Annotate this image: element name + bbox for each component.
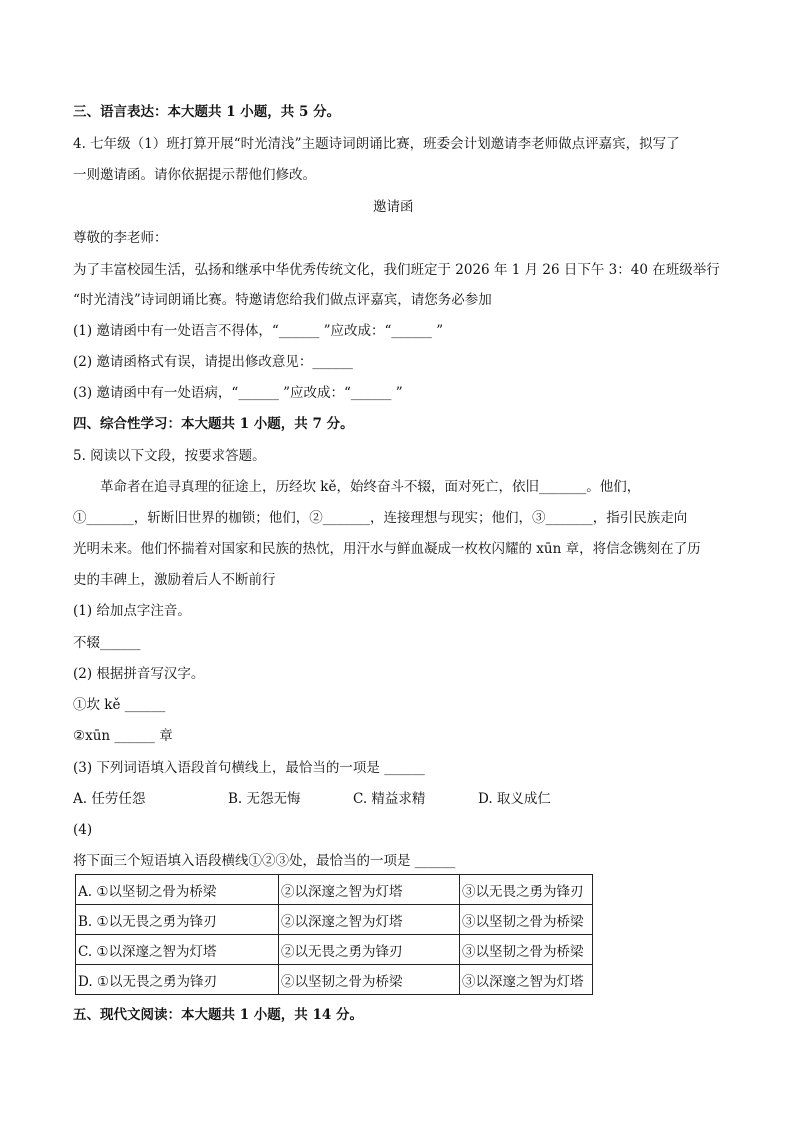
q4-sub1: (1) 邀请函中有一处语言不得体，“______ ”应改成：“______ ” (73, 323, 444, 339)
table-cell: ③以深邃之智为灯塔 (460, 965, 593, 995)
q4-text-line1: 4. 七年级（1）班打算开展“时光清浅”主题诗词朗诵比赛，班委会计划邀请李老师做点评嘉宾，拟写了 (73, 136, 680, 152)
letter-salutation: 尊敬的李老师： (73, 230, 168, 246)
q5-part1: (1) 给加点字注音。 (73, 603, 191, 619)
passage-line4: 史的丰碑上，激励着后人不断前行 (73, 572, 276, 588)
table-row (76, 965, 593, 995)
q4-text-line2: 一则邀请函。请你依据提示帮他们修改。 (73, 167, 316, 183)
table-cell: A. ①以坚韧之骨为桥梁 (76, 875, 279, 905)
table-row (76, 935, 593, 965)
table-cell: D. ①以无畏之勇为锋刃 (76, 965, 279, 995)
q4-sub3: (3) 邀请函中有一处语病，“______ ”应改成：“______ ” (73, 385, 403, 401)
q5-part2-item2: ②xūn ______ 章 (73, 728, 173, 744)
table-cell: ②以无畏之勇为锋刃 (279, 935, 460, 965)
table-cell: ②以深邃之智为灯塔 (279, 875, 460, 905)
letter-body-line1: 为了丰富校园生活，弘扬和继承中华优秀传统文化，我们班定于 2026 年 1 月 26 日下午 3：40 在班级举行 (73, 262, 720, 278)
section4-heading: 四、综合性学习：本大题共 1 小题，共 7 分。 (73, 416, 354, 432)
q5-part4: (4) (73, 822, 93, 838)
table-cell: ③以坚韧之骨为桥梁 (460, 935, 593, 965)
choice-b: B. 无怨无悔 (228, 791, 301, 807)
q5-part2: (2) 根据拼音写汉字。 (73, 666, 205, 682)
table-row (76, 875, 593, 905)
letter-body-line2: “时光清浅”诗词朗诵比赛。特邀请您给我们做点评嘉宾，请您务必参加 (73, 292, 492, 308)
q5-part4-prompt: 将下面三个短语填入语段横线①②③处，最恰当的一项是 ______ (73, 853, 456, 869)
q5-intro: 5. 阅读以下文段，按要求答题。 (73, 448, 266, 464)
passage-line3: 光明未来。他们怀揣着对国家和民族的热忱，用汗水与鲜血凝成一枚枚闪耀的 xūn 章，将信念镌刻在了历 (73, 541, 701, 557)
q4-sub2: (2) 邀请函格式有误，请提出修改意见：______ (73, 354, 353, 370)
choice-d: D. 取义成仁 (478, 791, 551, 807)
table-cell: C. ①以深邃之智为灯塔 (76, 935, 279, 965)
q5-part1-item: 不辍______ (73, 635, 141, 651)
q5-part3: (3) 下列词语填入语段首句横线上，最恰当的一项是 ______ (73, 760, 425, 776)
choice-a: A. 任劳任怨 (73, 791, 146, 807)
letter-title: 邀请函 (373, 199, 414, 215)
table-cell: ②以深邃之智为灯塔 (279, 905, 460, 935)
table-cell: B. ①以无畏之勇为锋刃 (76, 905, 279, 935)
table-row (76, 905, 593, 935)
q5-part2-item1: ①坎 kě ______ (73, 697, 166, 713)
section3-heading: 三、语言表达：本大题共 1 小题，共 5 分。 (73, 104, 341, 120)
options-table (75, 874, 593, 995)
passage-line2: ①_______，斩断旧世界的枷锁；他们，②_______，连接理想与现实；他们，③_______，指引民族走向 (73, 510, 688, 526)
choice-c: C. 精益求精 (353, 791, 426, 807)
table-cell: ③以无畏之勇为锋刃 (460, 875, 593, 905)
passage-line1: 革命者在追寻真理的征途上，历经坎 kě，始终奋斗不辍，面对死亡，依旧_______。他们， (100, 479, 641, 495)
section5-heading: 五、现代文阅读：本大题共 1 小题，共 14 分。 (73, 1007, 363, 1023)
table-cell: ②以坚韧之骨为桥梁 (279, 965, 460, 995)
table-cell: ③以坚韧之骨为桥梁 (460, 905, 593, 935)
